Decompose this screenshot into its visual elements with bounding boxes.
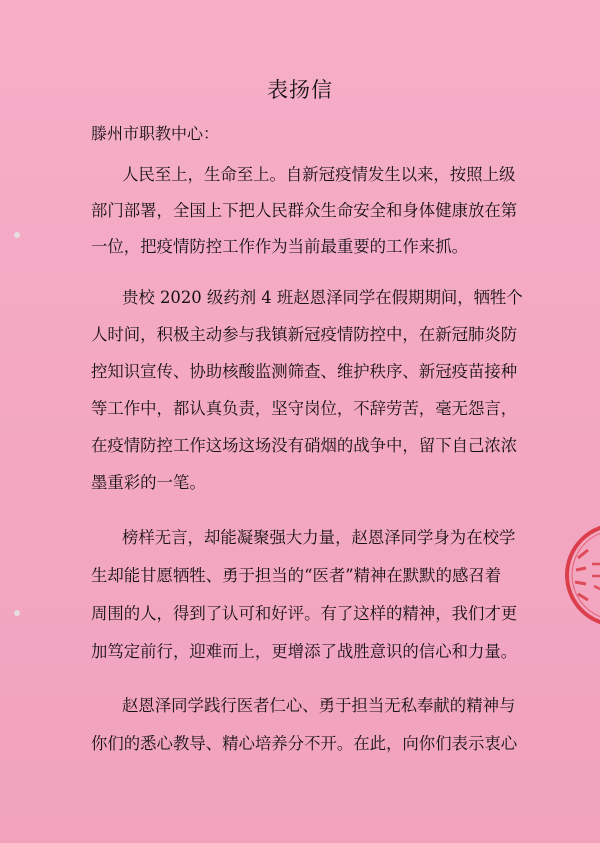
body-line: 加笃定前行，迎难而上，更增添了战胜意识的信心和力量。 <box>91 642 518 661</box>
body-line: 控知识宣传、协助核酸监测筛查、维护秩序、新冠疫苗接种 <box>91 362 518 381</box>
salutation: 滕州市职教中心： <box>91 124 220 143</box>
body-line: 榜样无言，却能凝聚强大力量，赵恩泽同学身为在校学 <box>122 528 516 547</box>
body-line: 人时间，积极主动参与我镇新冠疫情防控中，在新冠肺炎防 <box>91 325 518 344</box>
body-line: 在疫情防控工作这场这场没有硝烟的战争中，留下自己浓浓 <box>91 436 518 455</box>
body-line: 生却能甘愿牺牲、勇于担当的“医者”精神在默默的感召着 <box>91 566 502 585</box>
letter-title: 表扬信 <box>267 78 333 102</box>
binding-hole <box>14 232 20 238</box>
binding-hole <box>14 610 20 616</box>
body-line: 周围的人，得到了认可和好评。有了这样的精神，我们才更 <box>91 604 518 623</box>
official-seal-stamp <box>562 520 600 630</box>
body-line: 等工作中，都认真负责，坚守岗位，不辞劳苦，毫无怨言， <box>91 399 518 418</box>
body-line: 赵恩泽同学践行医者仁心、勇于担当无私奉献的精神与 <box>122 696 516 715</box>
body-line: 你们的悉心教导、精心培养分不开。在此，向你们表示衷心 <box>91 734 518 753</box>
body-line: 部门部署，全国上下把人民群众生命安全和身体健康放在第 <box>91 201 518 220</box>
body-line: 人民至上，生命至上。自新冠疫情发生以来，按照上级 <box>122 165 516 184</box>
body-line: 墨重彩的一笔。 <box>91 473 206 492</box>
body-line: 一位，把疫情防控工作作为当前最重要的工作来抓。 <box>91 237 468 256</box>
body-line: 贵校 2020 级药剂 4 班赵恩泽同学在假期期间，牺牲个 <box>122 288 523 307</box>
